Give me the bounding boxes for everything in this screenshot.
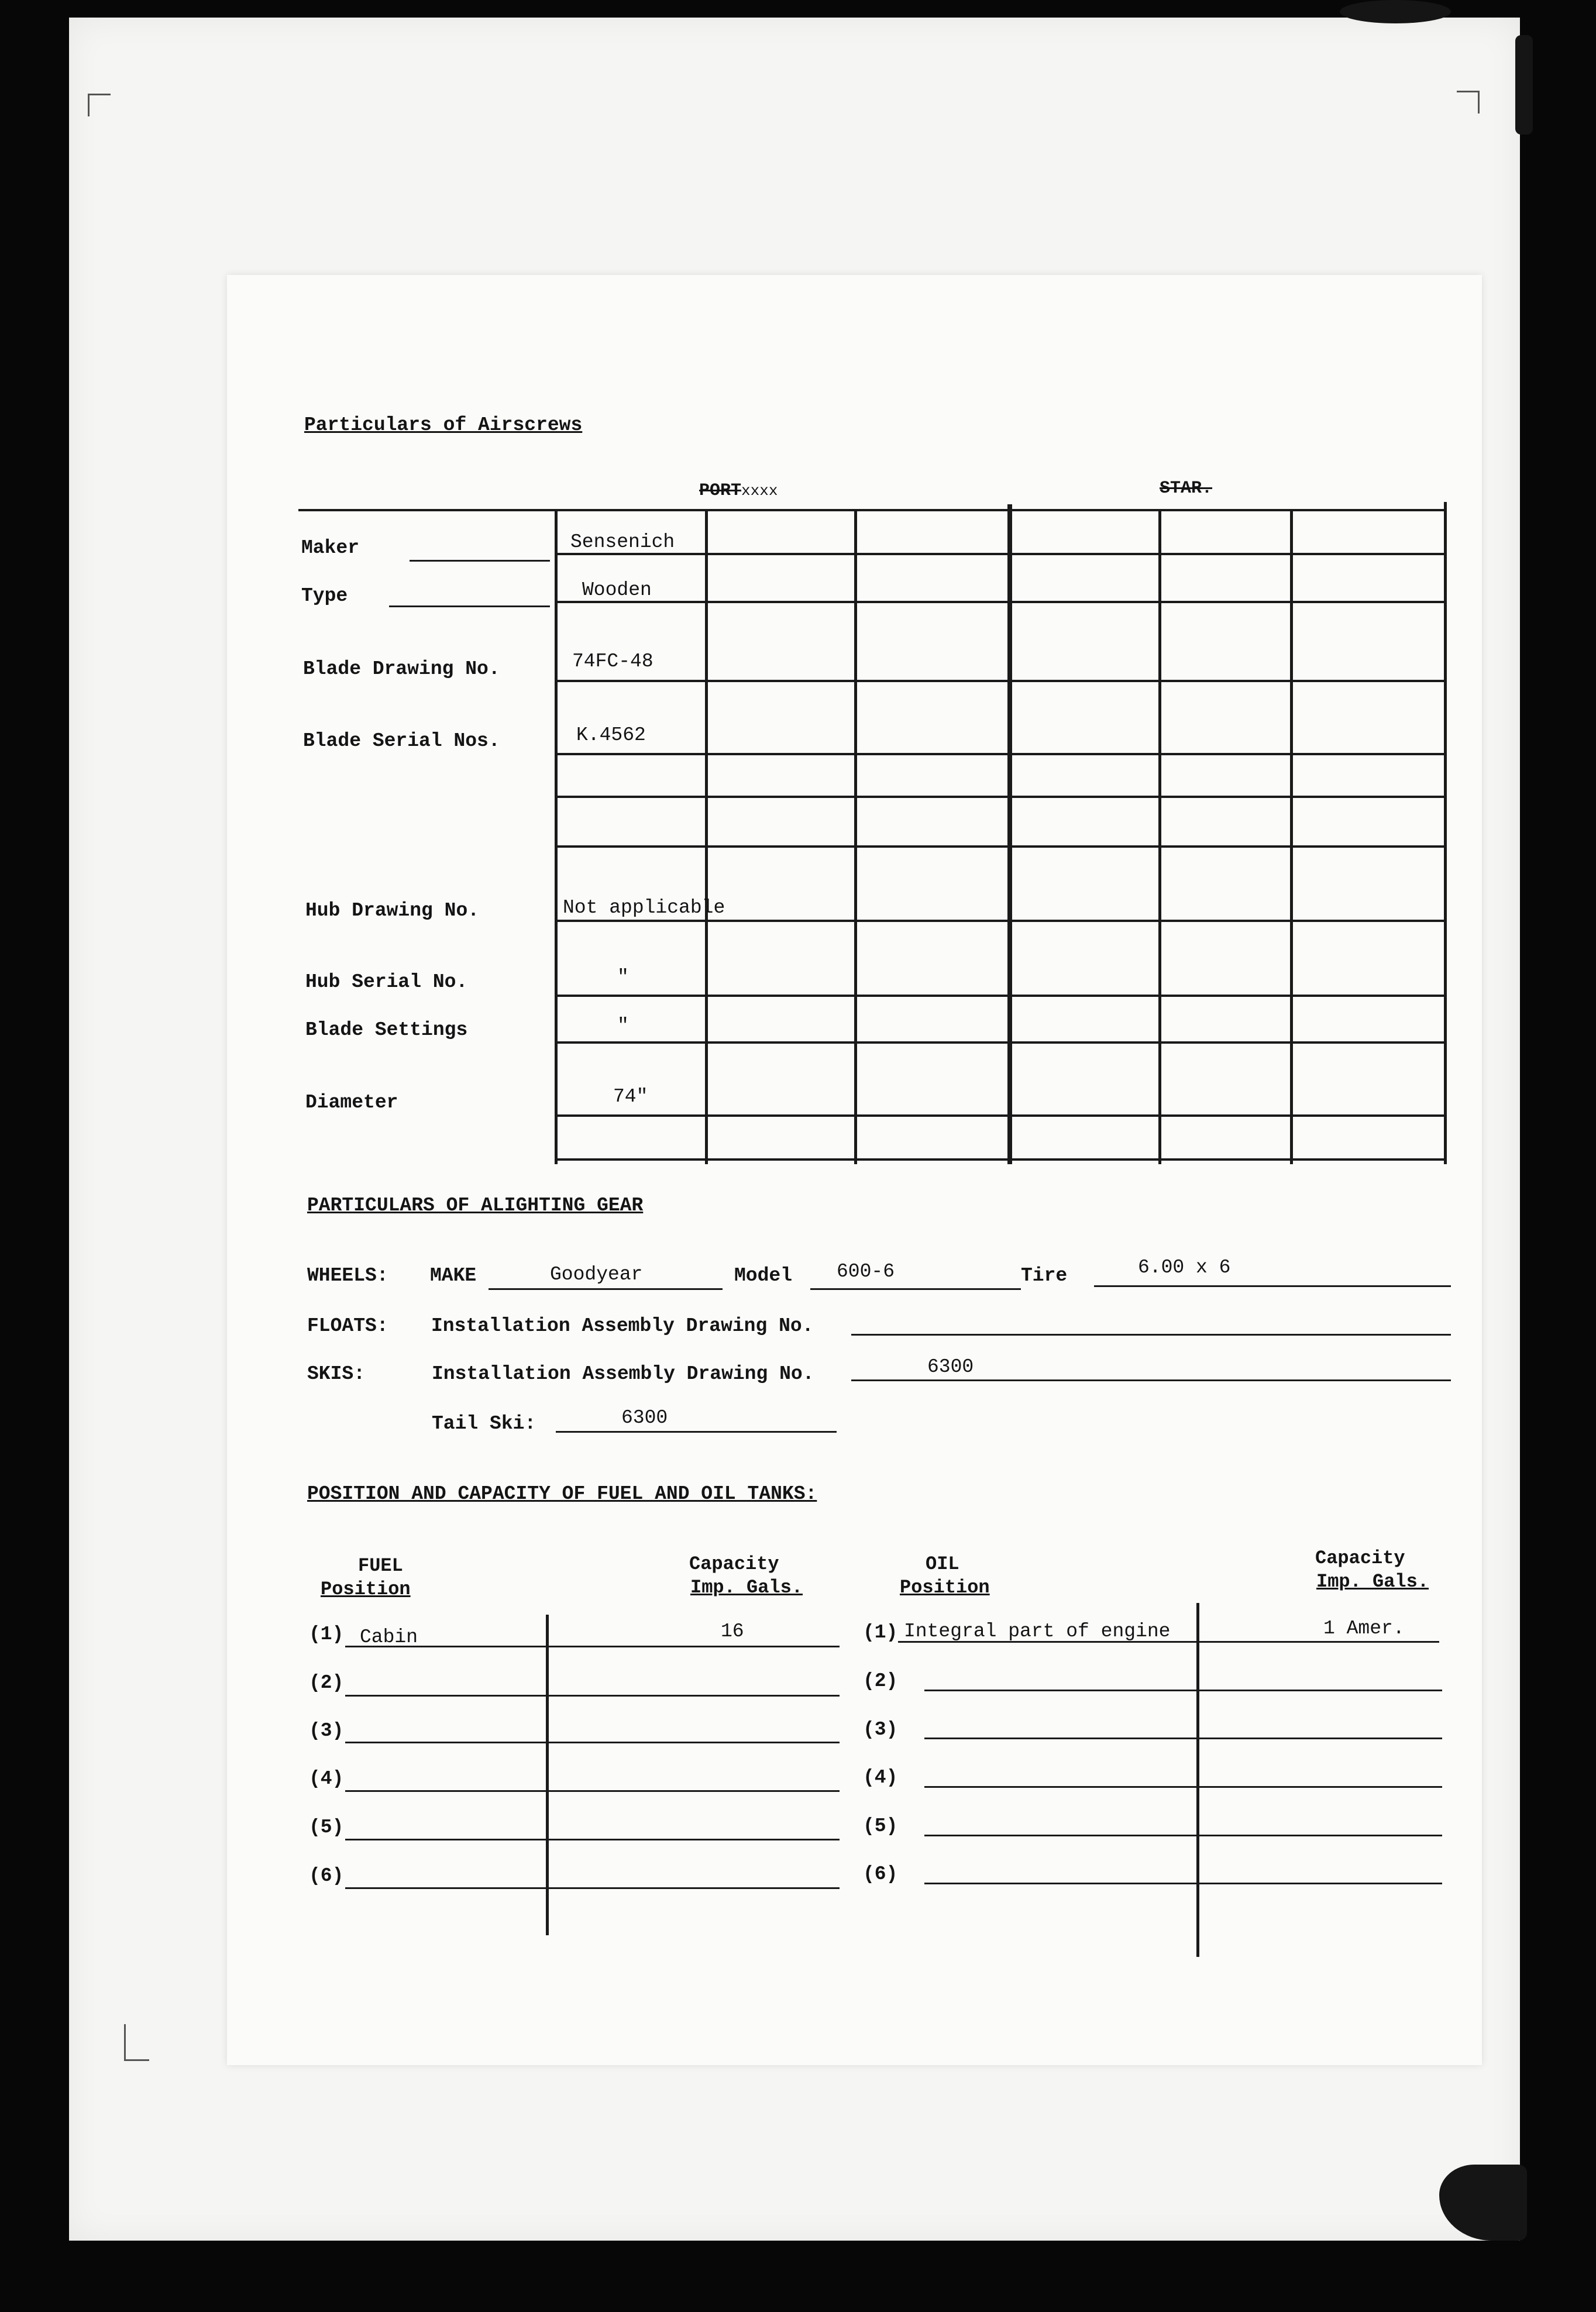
- fuel-row-4-num: (4): [309, 1768, 344, 1790]
- fuel-row-4-line: [345, 1790, 840, 1792]
- fuel-row-1-capacity: 16: [721, 1621, 744, 1642]
- row-label-type: Type: [301, 585, 348, 607]
- oil-row-6-num: (6): [863, 1863, 898, 1885]
- tail-ski-line: [556, 1431, 837, 1433]
- row-label-blade-settings: Blade Settings: [305, 1019, 468, 1041]
- column-header-port: PORTxxxx: [699, 481, 778, 501]
- fuel-row-6-line: [345, 1887, 840, 1889]
- fuel-header: FUEL: [358, 1555, 403, 1577]
- grid-row-blade-drawing: [557, 680, 1445, 682]
- grid-bottom-rule: [557, 1158, 1445, 1161]
- grid-vline-3: [854, 509, 857, 1164]
- row-label-blade-serial: Blade Serial Nos.: [303, 730, 500, 752]
- oil-row-5-num: (5): [863, 1815, 898, 1837]
- oil-row-1-capacity: 1 Amer.: [1323, 1618, 1405, 1639]
- floats-line: [851, 1334, 1451, 1336]
- make-line: [489, 1288, 723, 1290]
- oil-row-6-line: [924, 1883, 1442, 1884]
- tail-ski-label: Tail Ski:: [432, 1413, 536, 1434]
- value-hub-serial: ": [617, 966, 629, 988]
- alighting-gear-heading: PARTICULARS OF ALIGHTING GEAR: [307, 1195, 644, 1216]
- value-blade-serial: K.4562: [576, 724, 646, 746]
- oil-row-3-num: (3): [863, 1719, 898, 1740]
- floats-label: FLOATS:: [307, 1315, 388, 1337]
- oil-row-3-line: [924, 1738, 1442, 1739]
- fuel-row-5-num: (5): [309, 1816, 344, 1838]
- fuel-capacity-header: Capacity: [689, 1553, 779, 1575]
- make-label: MAKE: [430, 1265, 477, 1286]
- type-label-line: [389, 605, 550, 607]
- fuel-row-2-num: (2): [309, 1672, 344, 1694]
- oil-header: OIL: [926, 1553, 959, 1575]
- value-maker: Sensenich: [570, 531, 675, 553]
- model-line: [810, 1288, 1021, 1290]
- row-label-diameter: Diameter: [305, 1092, 398, 1113]
- fuel-row-1-num: (1): [309, 1623, 344, 1645]
- wheels-label: WHEELS:: [307, 1265, 388, 1286]
- crop-mark-top-right: [1457, 91, 1480, 113]
- grid-vline-6: [1290, 509, 1293, 1164]
- skis-value: 6300: [927, 1356, 974, 1378]
- model-value: 600-6: [837, 1261, 895, 1282]
- skis-text: Installation Assembly Drawing No.: [432, 1363, 814, 1385]
- tire-label: Tire: [1021, 1265, 1068, 1286]
- fuel-row-3-line: [345, 1742, 840, 1743]
- fuel-capacity-units: Imp. Gals.: [690, 1577, 803, 1598]
- oil-row-2-num: (2): [863, 1670, 898, 1692]
- grid-row-blank-2: [557, 845, 1445, 848]
- oil-capacity-units: Imp. Gals.: [1316, 1571, 1429, 1592]
- skis-line: [851, 1379, 1451, 1381]
- grid-row-blade-serial: [557, 753, 1445, 755]
- value-blade-drawing: 74FC-48: [572, 651, 653, 672]
- grid-row-hub-serial: [557, 995, 1445, 997]
- value-blade-settings: ": [617, 1015, 629, 1037]
- grid-row-hub-drawing: [557, 920, 1445, 922]
- fuel-row-5-line: [345, 1839, 840, 1840]
- grid-row-blade-settings: [557, 1041, 1445, 1044]
- oil-row-5-line: [924, 1835, 1442, 1836]
- grid-row-diameter: [557, 1114, 1445, 1117]
- value-type: Wooden: [582, 579, 652, 601]
- crop-mark-bottom-left: [124, 2024, 149, 2061]
- oil-column-divider: [1196, 1603, 1199, 1957]
- fuel-position-header: Position: [321, 1578, 411, 1600]
- tail-ski-value: 6300: [621, 1407, 668, 1429]
- skis-label: SKIS:: [307, 1363, 366, 1385]
- oil-row-1-position: Integral part of engine: [904, 1621, 1171, 1642]
- grid-vline-5: [1158, 509, 1161, 1164]
- oil-row-4-num: (4): [863, 1767, 898, 1788]
- grid-row-type: [557, 601, 1445, 603]
- fuel-row-2-line: [345, 1695, 840, 1697]
- fuel-row-3-num: (3): [309, 1720, 344, 1742]
- row-label-maker: Maker: [301, 537, 360, 559]
- row-label-blade-drawing: Blade Drawing No.: [303, 658, 500, 680]
- row-label-hub-serial: Hub Serial No.: [305, 971, 468, 993]
- grid-vline-2: [705, 509, 708, 1164]
- model-label: Model: [734, 1265, 793, 1286]
- oil-row-1-num: (1): [863, 1622, 898, 1643]
- grid-vline-1: [555, 509, 558, 1164]
- column-header-starboard: STAR.: [1160, 479, 1213, 498]
- grid-vline-divider: [1007, 504, 1012, 1164]
- fuel-row-1-position: Cabin: [360, 1626, 418, 1648]
- value-diameter: 74": [613, 1086, 648, 1107]
- grid-row-blank-1: [557, 796, 1445, 798]
- tire-line: [1094, 1285, 1451, 1287]
- grid-row-maker: [557, 553, 1445, 555]
- airscrews-top-rule: [298, 509, 1445, 511]
- maker-label-line: [410, 560, 550, 562]
- crop-mark-top-left: [88, 94, 111, 116]
- oil-position-header: Position: [900, 1577, 990, 1598]
- ink-blot-right: [1515, 35, 1533, 135]
- make-value: Goodyear: [550, 1264, 643, 1285]
- row-label-hub-drawing: Hub Drawing No.: [305, 900, 480, 921]
- value-hub-drawing: Not applicable: [563, 897, 725, 918]
- fuel-row-6-num: (6): [309, 1865, 344, 1887]
- airscrews-heading: Particulars of Airscrews: [304, 414, 583, 436]
- ink-blot-top: [1340, 0, 1451, 23]
- oil-row-2-line: [924, 1690, 1442, 1691]
- oil-capacity-header: Capacity: [1315, 1547, 1405, 1569]
- oil-row-4-line: [924, 1786, 1442, 1788]
- tire-value: 6.00 x 6: [1138, 1257, 1231, 1278]
- fuel-row-1-line: [345, 1646, 840, 1647]
- floats-text: Installation Assembly Drawing No.: [431, 1315, 814, 1337]
- tanks-heading: POSITION AND CAPACITY OF FUEL AND OIL TANKS:: [307, 1483, 817, 1505]
